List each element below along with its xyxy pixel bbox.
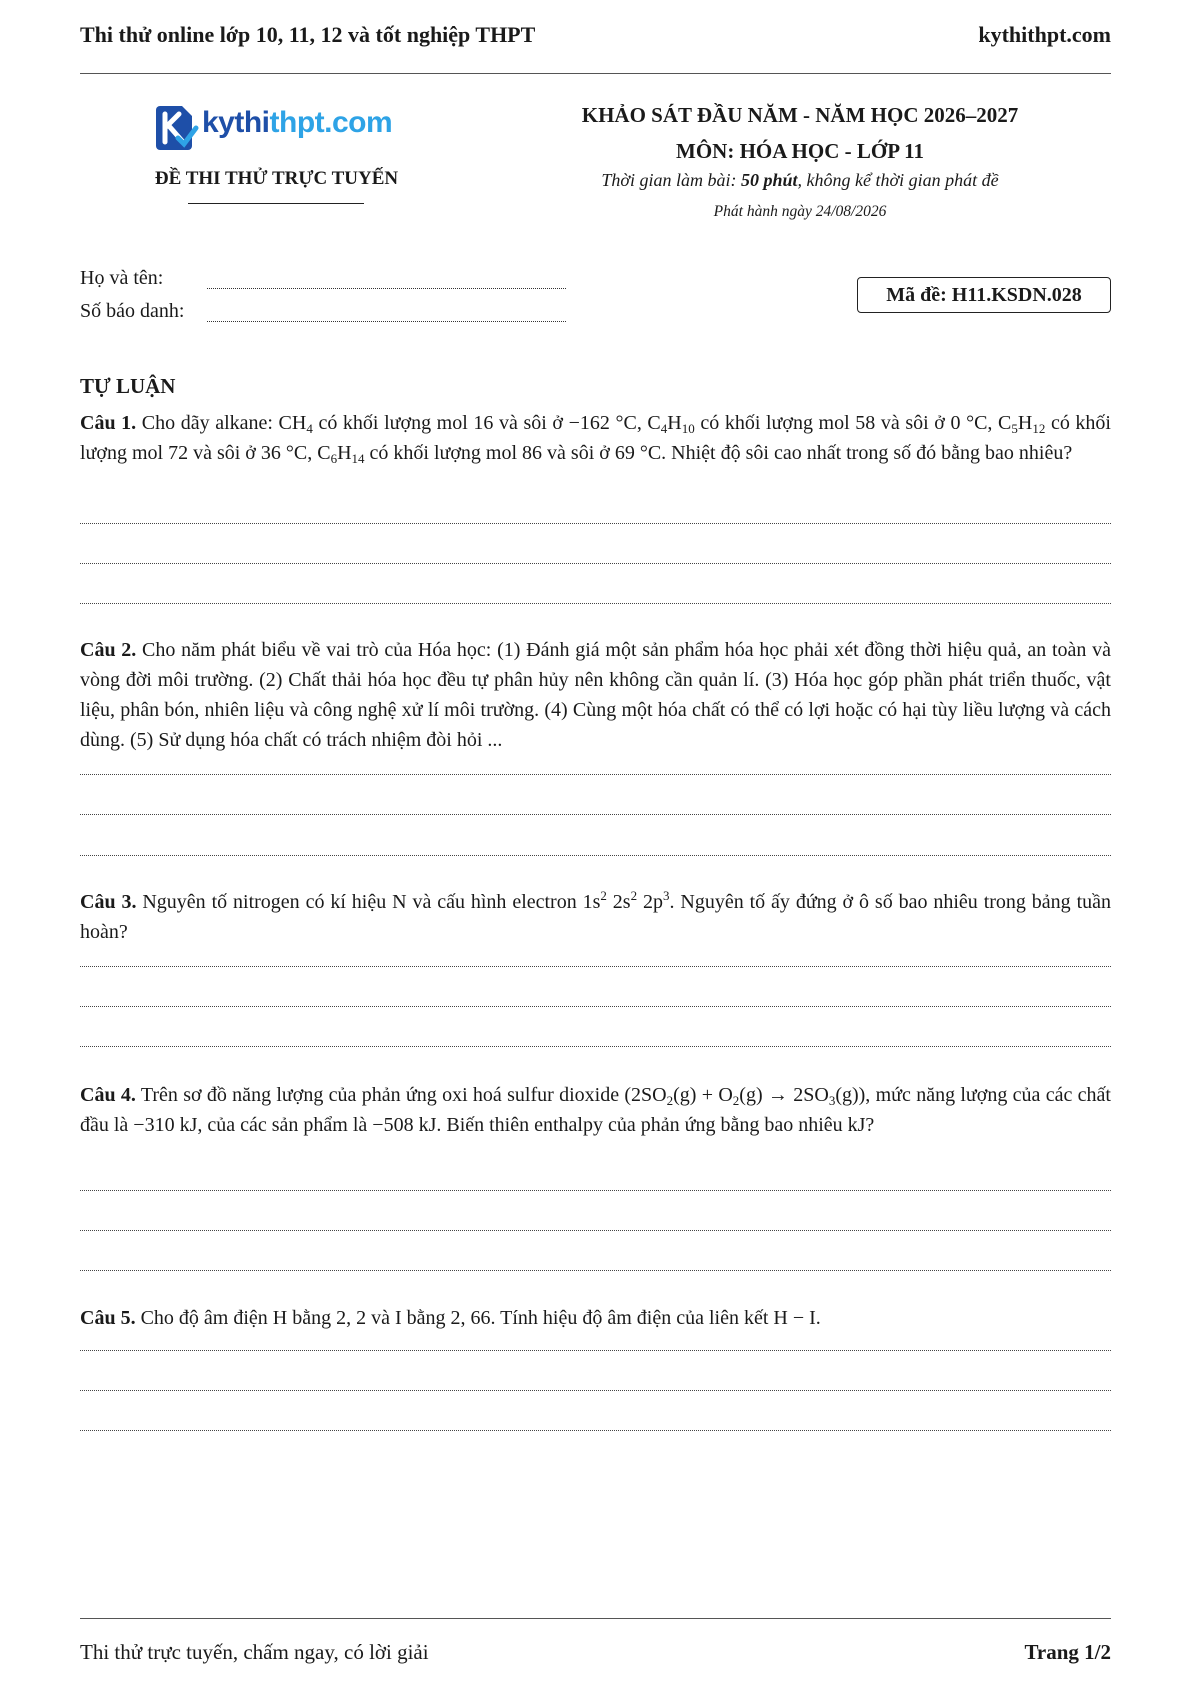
- duration-note: , không kể thời gian phát đề: [797, 170, 999, 190]
- question-label: Câu 1.: [80, 412, 137, 434]
- question-2: Câu 2. Cho năm phát biểu về vai trò của Hóa học: (1) Đánh giá một sản phẩm hóa học phải xét đồng thời hiệu quả, an toàn và vòng đời môi trường. (2) Chất thải hóa học đều tự phân hủy nên không cần quản lí. (3) Hóa học góp phần phát triển thuốc, vật liệu, phân bón, nhiên liệu và công nghệ xử lí môi trường. (4) Cùng một hóa chất có thể có lợi hoặc có hại tùy liều lượng và cách dùng. (5) Sử dụng hóa chất có trách nhiệm đòi hỏi ...: [80, 639, 1111, 751]
- exam-subject: MÔN: HÓA HỌC - LỚP 11: [676, 139, 924, 163]
- name-field-label: Họ và tên:: [80, 267, 164, 289]
- exam-duration: [520, 170, 1080, 191]
- question-label: Câu 3.: [80, 891, 137, 913]
- answer-line[interactable]: [80, 814, 1111, 815]
- question-3: Câu 3. Nguyên tố nitrogen có kí hiệu N và cấu hình electron $1s^2$ $2s^2$ $2p^3$. Nguyên tố ấy đứng ở ô số bao nhiêu trong bảng tuần hoàn?: [80, 888, 1112, 943]
- org-underline: [188, 203, 364, 204]
- id-field-label: Số báo danh:: [80, 300, 185, 322]
- answer-line[interactable]: [80, 1430, 1111, 1431]
- page-number: Trang 1/2: [1024, 1640, 1111, 1664]
- answer-line[interactable]: [80, 1270, 1111, 1271]
- site-logo: [152, 100, 412, 158]
- id-field-line[interactable]: [207, 321, 566, 322]
- header-divider: [80, 73, 1111, 74]
- exam-title: KHẢO SÁT ĐẦU NĂM - NĂM HỌC 2026–2027: [581, 103, 1019, 127]
- page-footer: [80, 1640, 1111, 1665]
- footer-tagline: Thi thử trực tuyến, chấm ngay, có lời giải: [80, 1640, 429, 1664]
- logo-mark-icon: [152, 102, 200, 152]
- answer-line[interactable]: [80, 1350, 1111, 1351]
- question-label: Câu 4.: [80, 1084, 136, 1106]
- answer-line[interactable]: [80, 603, 1111, 604]
- answer-line[interactable]: [80, 1046, 1111, 1047]
- name-field-line[interactable]: [207, 288, 566, 289]
- answer-line[interactable]: [80, 1190, 1111, 1191]
- answer-line[interactable]: [80, 1230, 1111, 1231]
- section-heading: TỰ LUẬN: [80, 374, 176, 398]
- answer-line[interactable]: [80, 966, 1111, 967]
- question-5: Câu 5. Cho độ âm điện H bằng 2, 2 và I bằng 2, 66. Tính hiệu độ âm điện của liên kết H − I.: [80, 1307, 821, 1329]
- org-subtitle: ĐỀ THI THỬ TRỰC TUYẾN: [154, 168, 399, 189]
- logo-text-thpt: thpt.com: [269, 106, 393, 139]
- answer-line[interactable]: [80, 523, 1111, 524]
- question-1: Câu 1. Cho dãy alkane: $CH_4$ có khối lượng mol 16 và sôi ở −162 °C, $C_4H_{10}$ có khối lượng mol 58 và sôi ở 0 °C, $C_5H_{12}$ có khối lượng mol 72 và sôi ở 36 °C, $C_6H_{14}$ có khối lượng mol 86 và sôi ở 69 °C. Nhiệt độ sôi cao nhất trong số đó bằng bao nhiêu?: [80, 412, 1111, 466]
- header-left-text: Thi thử online lớp 10, 11, 12 và tốt nghiệp THPT: [80, 22, 536, 47]
- question-label: Câu 2.: [80, 639, 137, 661]
- question-4: Câu 4. Trên sơ đồ năng lượng của phản ứng oxi hoá sulfur dioxide $(2SO_2(g) + O_2(g) \to 2SO_3(g))$, mức năng lượng của các chất đầu là −310 kJ, của các sản phẩm là −508 kJ. Biến thiên enthalpy của phản ứng bằng bao nhiêu kJ?: [80, 1084, 1111, 1136]
- exam-title-block: [520, 97, 1080, 169]
- answer-line[interactable]: [80, 1006, 1111, 1007]
- answer-line[interactable]: [80, 855, 1111, 856]
- logo-wordmark: [202, 106, 392, 140]
- answer-line[interactable]: [80, 774, 1111, 775]
- header-site-link[interactable]: kythithpt.com: [978, 22, 1111, 47]
- question-label: Câu 5.: [80, 1307, 136, 1329]
- release-date: Phát hành ngày 24/08/2026: [713, 203, 887, 220]
- duration-value: 50 phút: [741, 170, 798, 190]
- answer-line[interactable]: [80, 1390, 1111, 1391]
- answer-line[interactable]: [80, 563, 1111, 564]
- logo-text-kythi: kythi: [202, 106, 270, 139]
- footer-divider: [80, 1618, 1111, 1619]
- duration-label: Thời gian làm bài:: [601, 170, 741, 190]
- exam-code-badge: Mã đề: H11.KSDN.028: [857, 277, 1111, 313]
- page-header: [80, 22, 1111, 52]
